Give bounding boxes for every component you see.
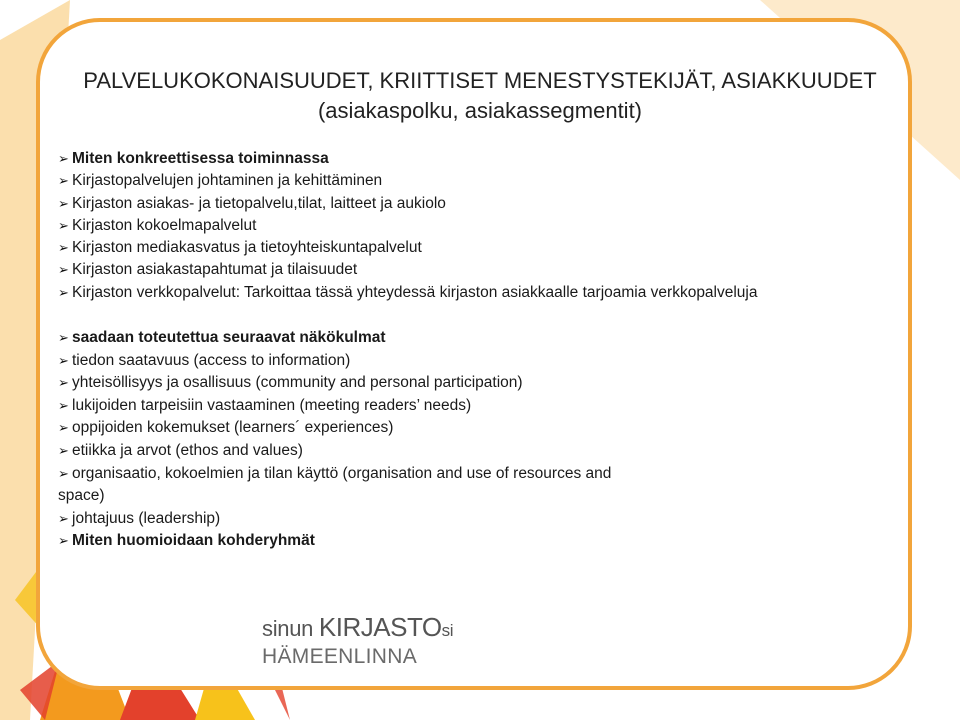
list-item: ➢ johtajuus (leadership) (58, 508, 618, 531)
list-item: ➢ Kirjastopalvelujen johtaminen ja kehittäminen (58, 170, 758, 192)
arrow-bullet-icon: ➢ (58, 195, 69, 211)
logo-wordmark (262, 614, 453, 644)
arrow-bullet-icon: ➢ (58, 442, 69, 458)
service-areas-list (58, 148, 758, 304)
list-item: ➢ Kirjaston asiakastapahtumat ja tilaisuudet (58, 259, 758, 281)
logo-suffix: si (441, 621, 454, 640)
arrow-bullet-icon: ➢ (58, 173, 69, 189)
list-item: ➢ yhteisöllisyys ja osallisuus (community and personal participation) (58, 372, 618, 395)
arrow-bullet-icon: ➢ (58, 420, 69, 436)
list-item: ➢ saadaan toteutettua seuraavat näkökulmat (58, 327, 618, 350)
title-line-2: (asiakaspolku, asiakassegmentit) (317, 98, 643, 123)
arrow-bullet-icon: ➢ (58, 510, 69, 526)
list-item: ➢ Kirjaston verkkopalvelut: Tarkoittaa tässä yhteydessä kirjaston asiakkaalle tarjoamia verkkopalveluja (58, 282, 758, 304)
arrow-bullet-icon: ➢ (58, 240, 69, 256)
list-item: ➢ etiikka ja arvot (ethos and values) (58, 440, 618, 463)
title-line-1: PALVELUKOKONAISUUDET, KRIITTISET MENESTYSTEKIJÄT, ASIAKKUUDET (83, 68, 877, 93)
list-item: ➢ Miten konkreettisessa toiminnassa (58, 148, 758, 170)
list-item: ➢ organisaatio, kokoelmien ja tilan käyttö (organisation and use of resources and space) (58, 464, 612, 505)
logo-prefix: sinun (262, 616, 314, 641)
list-item: ➢ Kirjaston asiakas- ja tietopalvelu,tilat, laitteet ja aukiolo (58, 193, 758, 215)
page-title (60, 66, 900, 126)
list-item: ➢ Kirjaston kokoelmapalvelut (58, 215, 758, 237)
list-item: ➢ oppijoiden kokemukset (learners´ experiences) (58, 417, 618, 440)
arrow-bullet-icon: ➢ (58, 465, 69, 481)
arrow-bullet-icon: ➢ (58, 397, 69, 413)
perspectives-list (58, 327, 618, 553)
list-item: ➢ lukijoiden tarpeisiin vastaaminen (meeting readers’ needs) (58, 395, 618, 418)
arrow-bullet-icon: ➢ (58, 217, 69, 233)
library-logo (262, 614, 453, 670)
list-item: ➢ tiedon saatavuus (access to information) (58, 350, 618, 373)
arrow-bullet-icon: ➢ (58, 284, 69, 300)
arrow-bullet-icon: ➢ (58, 262, 69, 278)
logo-city: HÄMEENLINNA (262, 645, 417, 668)
arrow-bullet-icon: ➢ (58, 352, 69, 368)
arrow-bullet-icon: ➢ (58, 330, 69, 345)
list-item: ➢ Miten huomioidaan kohderyhmät (58, 530, 618, 553)
logo-name: KIRJASTO (318, 612, 442, 642)
list-item: ➢ Kirjaston mediakasvatus ja tietoyhteiskuntapalvelut (58, 237, 758, 259)
arrow-bullet-icon: ➢ (58, 533, 69, 549)
arrow-bullet-icon: ➢ (58, 151, 69, 166)
arrow-bullet-icon: ➢ (58, 375, 69, 391)
